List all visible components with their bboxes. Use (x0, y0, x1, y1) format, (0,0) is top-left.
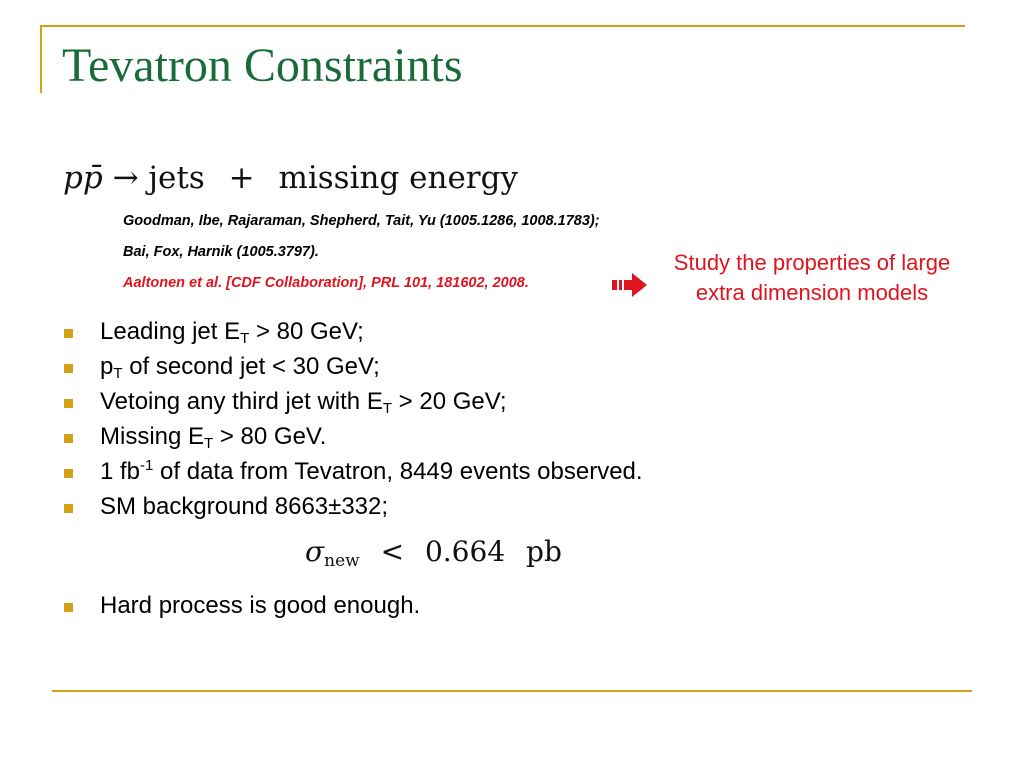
cross-section-formula (305, 535, 562, 571)
bullet-text: Leading jet E (100, 318, 241, 345)
bullet-text: Missing E (100, 423, 205, 450)
bullet-subscript: T (240, 330, 250, 347)
bottom-rule (52, 690, 972, 692)
bullet-text: Hard process is good enough. (100, 592, 421, 619)
bullet-text: > 80 GeV; (249, 318, 364, 345)
list-item (62, 592, 420, 627)
bullet-square-icon (64, 364, 73, 373)
bullet-text: 1 fb (100, 458, 141, 485)
bullet-text: of second jet < 30 GeV; (122, 353, 380, 380)
sigma-subscript: new (324, 551, 360, 571)
top-rule (40, 25, 965, 27)
bullet-superscript: -1 (140, 457, 154, 474)
left-rule (40, 25, 42, 93)
bullet-square-icon (64, 434, 73, 443)
reference-item: Bai, Fox, Harnik (1005.3797). (123, 244, 319, 260)
list-item (62, 318, 643, 353)
sigma-unit: pb (526, 535, 562, 568)
bullet-subscript: T (204, 435, 214, 452)
slide-title: Tevatron Constraints (62, 39, 463, 92)
bullet-square-icon (64, 329, 73, 338)
bullet-square-icon (64, 399, 73, 408)
side-note: Study the properties of large extra dimension models (673, 250, 951, 305)
list-item (62, 458, 643, 493)
list-item (62, 353, 643, 388)
process-arrow: → (112, 160, 139, 196)
sigma-symbol: σ (305, 535, 325, 568)
list-item (62, 493, 643, 528)
process-rest: missing energy (278, 160, 518, 196)
sigma-relation: < (380, 535, 405, 568)
bullet-text: > 80 GeV. (213, 423, 327, 450)
reference-item: Goodman, Ibe, Rajaraman, Shepherd, Tait, Yu (1005.1286, 1008.1783); (123, 213, 600, 229)
bullet-square-icon (64, 504, 73, 513)
bullet-text: SM background 8663±332; (100, 493, 389, 520)
criteria-list (62, 318, 643, 528)
bullet-subscript: T (113, 365, 123, 382)
bullet-text: > 20 GeV; (392, 388, 507, 415)
list-item (62, 388, 643, 423)
bullet-text: Vetoing any third jet with E (100, 388, 383, 415)
bullet-text: of data from Tevatron, 8449 events observed. (153, 458, 643, 485)
process-lhs: pp̄ (63, 160, 103, 196)
process-formula (63, 160, 518, 196)
list-item (62, 423, 643, 458)
right-arrow-icon (612, 272, 648, 298)
bullet-subscript: T (382, 400, 393, 417)
conclusion-list (62, 592, 420, 627)
process-plus: + (228, 160, 255, 196)
bullet-square-icon (64, 469, 73, 478)
reference-item-highlighted: Aaltonen et al. [CDF Collaboration], PRL 101, 181602, 2008. (123, 275, 529, 291)
sigma-value: 0.664 (424, 535, 506, 568)
reference-list (123, 212, 600, 305)
bullet-text: p (100, 353, 114, 380)
process-jets: jets (148, 160, 205, 196)
bullet-square-icon (64, 603, 73, 612)
